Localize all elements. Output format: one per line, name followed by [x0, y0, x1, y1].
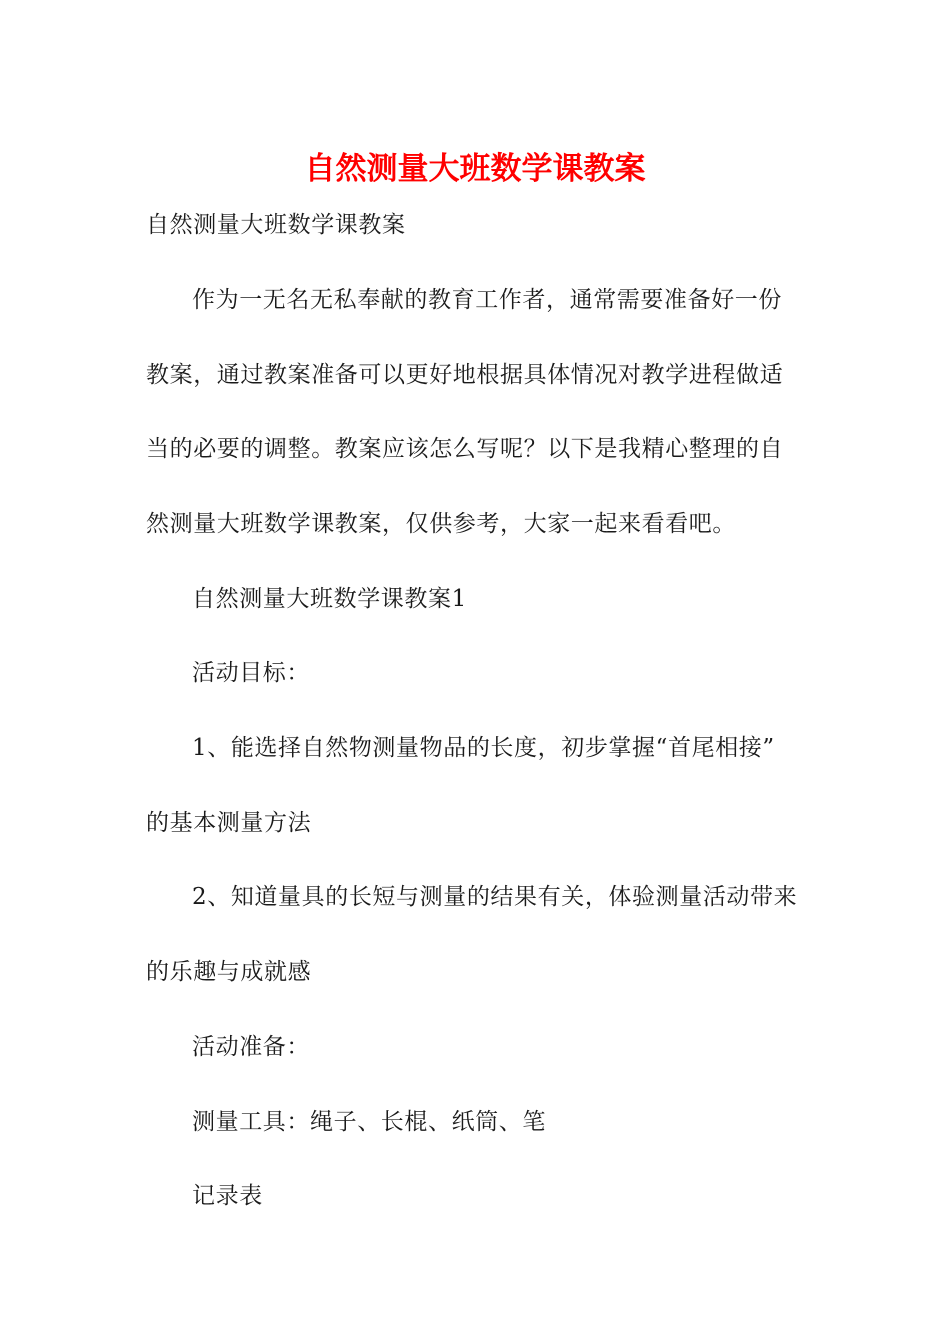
- section-heading-1: 自然测量大班数学课教案1: [192, 586, 467, 612]
- goal-2-line-1: 2、知道量具的长短与测量的结果有关，体验测量活动带来: [192, 884, 798, 910]
- measuring-tools-line: 测量工具：绳子、长棍、纸筒、笔: [192, 1109, 546, 1135]
- subtitle-line: 自然测量大班数学课教案: [146, 212, 406, 238]
- intro-line-2: 教案，通过教案准备可以更好地根据具体情况对教学进程做适: [146, 362, 784, 388]
- document-title: 自然测量大班数学课教案: [304, 151, 646, 187]
- intro-line-3: 当的必要的调整。教案应该怎么写呢？以下是我精心整理的自: [146, 436, 784, 462]
- intro-line-1: 作为一无名无私奉献的教育工作者，通常需要准备好一份: [192, 287, 782, 313]
- goal-1-line-1: 1、能选择自然物测量物品的长度，初步掌握“首尾相接”: [192, 735, 775, 761]
- goal-1-line-2: 的基本测量方法: [146, 810, 312, 836]
- goal-2-line-2: 的乐趣与成就感: [146, 959, 312, 985]
- activity-prep-heading: 活动准备：: [192, 1034, 310, 1060]
- intro-line-4: 然测量大班数学课教案，仅供参考，大家一起来看看吧。: [146, 511, 736, 537]
- activity-goals-heading: 活动目标：: [192, 660, 310, 686]
- record-sheet-line: 记录表: [192, 1183, 263, 1209]
